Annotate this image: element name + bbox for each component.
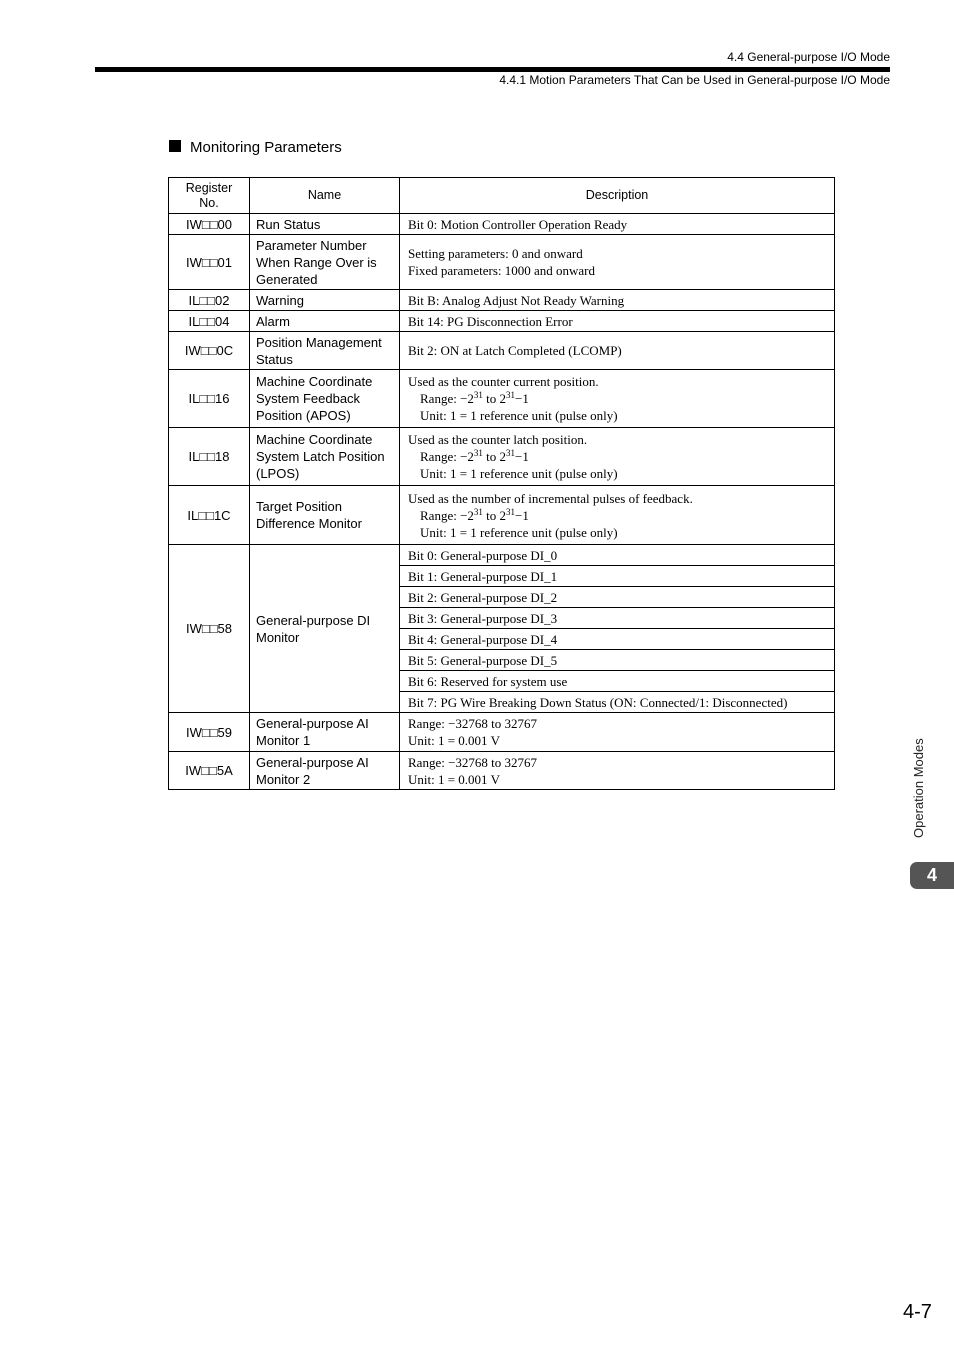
table-row <box>169 311 835 332</box>
range-line: Range: $-2^{31}$ to $2^{31}-1$ <box>420 448 529 464</box>
description-cell: Bit B: Analog Adjust Not Ready Warning <box>400 290 835 311</box>
bit-description-cell: Bit 6: Reserved for system use <box>400 671 835 692</box>
description-cell <box>400 486 835 545</box>
name-cell: Machine Coordinate System Feedback Position (APOS) <box>250 370 400 428</box>
table-header-row <box>169 178 835 214</box>
table-row <box>169 370 835 428</box>
bit-description-cell: Bit 4: General-purpose DI_4 <box>400 629 835 650</box>
header-description: Description <box>400 178 835 214</box>
description-cell: Bit 2: ON at Latch Completed (LCOMP) <box>400 332 835 370</box>
name-cell: Alarm <box>250 311 400 332</box>
section-title-text: Monitoring Parameters <box>190 139 342 156</box>
range-line: Range: $-2^{31}$ to $2^{31}-1$ <box>420 390 529 406</box>
header-name: Name <box>250 178 400 214</box>
unit-line: Unit: 1 = 1 reference unit (pulse only) <box>420 408 618 423</box>
name-cell: Target Position Difference Monitor <box>250 486 400 545</box>
register-cell: IW□□58 <box>169 545 250 713</box>
register-cell: IW□□00 <box>169 214 250 235</box>
section-title <box>169 139 342 156</box>
header-rule <box>95 67 890 72</box>
table-row <box>169 545 835 566</box>
register-cell: IL□□02 <box>169 290 250 311</box>
description-cell: Bit 0: Motion Controller Operation Ready <box>400 214 835 235</box>
bit-description-cell: Bit 7: PG Wire Breaking Down Status (ON: Connected/1: Disconnected) <box>400 692 835 713</box>
description-line: Used as the counter current position. <box>408 374 599 389</box>
table-row <box>169 332 835 370</box>
bit-description-cell: Bit 0: General-purpose DI_0 <box>400 545 835 566</box>
name-cell: Warning <box>250 290 400 311</box>
register-cell: IW□□5A <box>169 752 250 790</box>
description-cell <box>400 370 835 428</box>
header-section: 4.4 General-purpose I/O Mode <box>727 50 890 64</box>
side-tab-label: Operation Modes <box>911 738 926 838</box>
register-cell: IL□□04 <box>169 311 250 332</box>
name-cell: Position Management Status <box>250 332 400 370</box>
description-cell <box>400 235 835 290</box>
description-line: Used as the number of incremental pulses of feedback. <box>408 490 693 506</box>
register-cell: IW□□0C <box>169 332 250 370</box>
description-cell: Bit 14: PG Disconnection Error <box>400 311 835 332</box>
description-cell <box>400 713 835 752</box>
header-subsection: 4.4.1 Motion Parameters That Can be Used in General-purpose I/O Mode <box>499 73 890 87</box>
bit-description-cell: Bit 3: General-purpose DI_3 <box>400 608 835 629</box>
unit-line: Unit: 1 = 1 reference unit (pulse only) <box>420 524 618 540</box>
header-register: Register No. <box>169 178 250 214</box>
square-bullet-icon <box>169 140 181 152</box>
bit-description-cell: Bit 1: General-purpose DI_1 <box>400 566 835 587</box>
name-cell: Run Status <box>250 214 400 235</box>
description-cell <box>400 428 835 486</box>
table-row <box>169 428 835 486</box>
name-cell: General-purpose AI Monitor 2 <box>250 752 400 790</box>
bit-description-cell: Bit 2: General-purpose DI_2 <box>400 587 835 608</box>
description-line: Fixed parameters: 1000 and onward <box>408 263 596 278</box>
register-cell: IL□□16 <box>169 370 250 428</box>
register-cell: IL□□18 <box>169 428 250 486</box>
table-row <box>169 235 835 290</box>
register-cell: IW□□59 <box>169 713 250 752</box>
table-row <box>169 290 835 311</box>
description-cell <box>400 752 835 790</box>
table-row <box>169 214 835 235</box>
range-line: Range: $-2^{31}$ to $2^{31}-1$ <box>420 506 529 523</box>
description-line: Used as the counter latch position. <box>408 432 588 447</box>
unit-line: Unit: 1 = 1 reference unit (pulse only) <box>420 466 618 481</box>
register-cell: IL□□1C <box>169 486 250 545</box>
name-cell: Machine Coordinate System Latch Position (LPOS) <box>250 428 400 486</box>
description-line: Range: −32768 to 32767 <box>408 754 538 770</box>
chapter-tab: 4 <box>910 862 954 889</box>
register-cell: IW□□01 <box>169 235 250 290</box>
name-cell: General-purpose AI Monitor 1 <box>250 713 400 752</box>
name-cell: Parameter Number When Range Over is Generated <box>250 235 400 290</box>
description-line: Range: −32768 to 32767 <box>408 716 538 731</box>
description-line: Setting parameters: 0 and onward <box>408 246 583 261</box>
description-line: Unit: 1 = 0.001 V <box>408 771 500 787</box>
name-cell: General-purpose DI Monitor <box>250 545 400 713</box>
page-number: 4-7 <box>903 1301 932 1323</box>
description-line: Unit: 1 = 0.001 V <box>408 733 500 748</box>
table-row <box>169 713 835 752</box>
bit-description-cell: Bit 5: General-purpose DI_5 <box>400 650 835 671</box>
monitoring-parameters-table <box>168 177 835 790</box>
table-row <box>169 752 835 790</box>
table-row <box>169 486 835 545</box>
